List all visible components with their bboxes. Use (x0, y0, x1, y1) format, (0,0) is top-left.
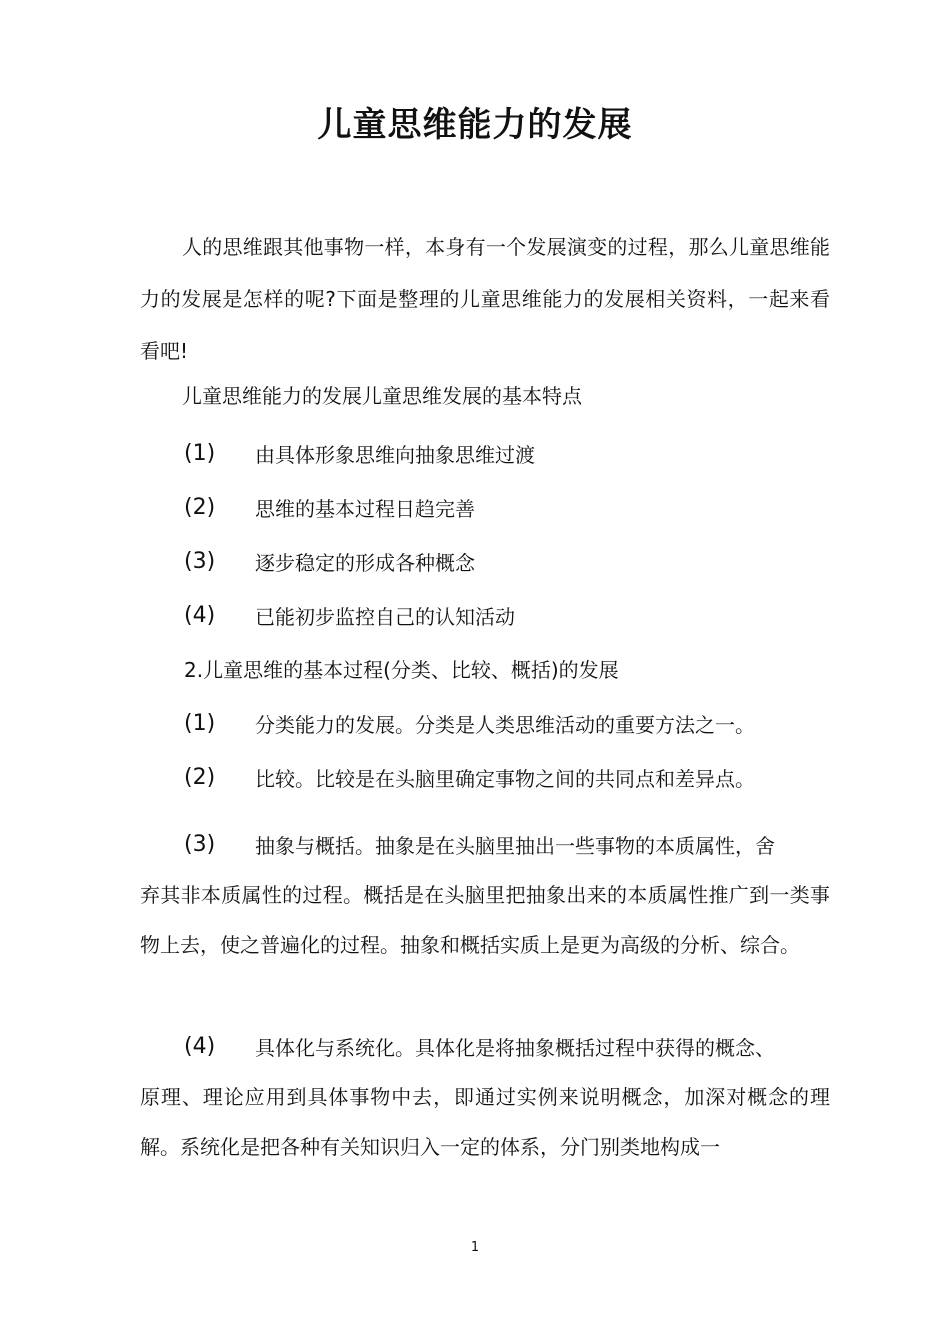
list-item-text: 抽象与概括。抽象是在头脑里抽出一些事物的本质属性，舍 (255, 834, 775, 858)
list-item-text: 具体化与系统化。具体化是将抽象概括过程中获得的概念、 (255, 1036, 775, 1060)
section1-heading: 儿童思维能力的发展儿童思维发展的基本特点 (182, 384, 582, 408)
list-item-number: (4) (184, 1034, 216, 1059)
list-item-text: 比较。比较是在头脑里确定事物之间的共同点和差异点。 (255, 767, 755, 791)
list-item-number: (1) (184, 441, 216, 466)
list-item-text: 分类能力的发展。分类是人类思维活动的重要方法之一。 (255, 713, 755, 737)
list-item-number: (3) (184, 549, 216, 574)
list-item-number: (2) (184, 495, 216, 520)
document-title: 儿童思维能力的发展 (317, 105, 633, 145)
list-item-text: 由具体形象思维向抽象思维过渡 (255, 443, 535, 467)
page-number: 1 (470, 1240, 480, 1255)
intro-paragraph: 人的思维跟其他事物一样，本身有一个发展演变的过程，那么儿童思维能力的发展是怎样的呢?下面是整理的儿童思维能力的发展相关资料，一起来看看吧! (140, 235, 830, 363)
list-item-number: (4) (184, 603, 216, 628)
list-item-text: 思维的基本过程日趋完善 (255, 497, 475, 521)
section2-heading: 2.儿童思维的基本过程(分类、比较、概括)的发展 (184, 658, 619, 682)
list-item-text: 已能初步监控自己的认知活动 (255, 605, 515, 629)
list-item-number: (3) (184, 832, 216, 857)
list-item-continuation: 原理、理论应用到具体事物中去，即通过实例来说明概念，加深对概念的理解。系统化是把各种有关知识归入一定的体系，分门别类地构成一 (140, 1085, 830, 1159)
list-item-number: (1) (184, 711, 216, 736)
list-item-text: 逐步稳定的形成各种概念 (255, 551, 475, 575)
list-item-number: (2) (184, 765, 216, 790)
list-item-continuation: 弃其非本质属性的过程。概括是在头脑里把抽象出来的本质属性推广到一类事物上去，使之普遍化的过程。抽象和概括实质上是更为高级的分析、综合。 (140, 883, 830, 957)
